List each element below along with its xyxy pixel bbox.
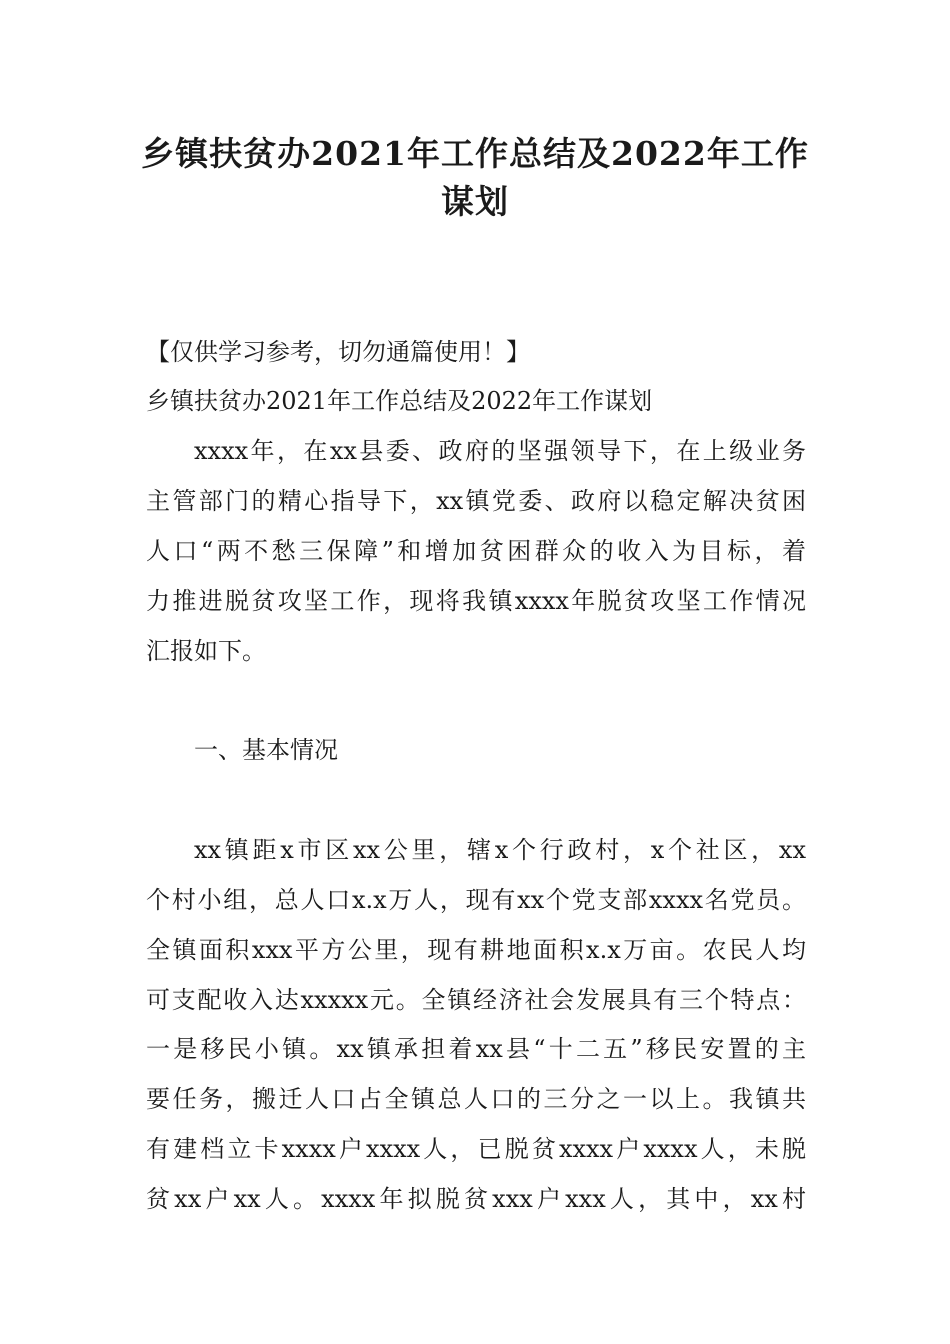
intro-paragraph-line: 汇报如下。	[146, 637, 266, 665]
section-paragraph-line: 全镇面积xxx平方公里，现有耕地面积x.x万亩。农民人均	[146, 936, 806, 964]
section-paragraph-line: 个村小组，总人口x.x万人，现有xx个党支部xxxx名党员。	[146, 886, 806, 914]
section-paragraph-line: xx镇距x市区xx公里，辖x个行政村，x个社区，xx	[194, 836, 806, 864]
section-paragraph-line: 一是移民小镇。xx镇承担着xx县“十二五”移民安置的主	[146, 1035, 806, 1063]
intro-paragraph-line: xxxx年，在xx县委、政府的坚强领导下，在上级业务	[194, 437, 806, 465]
usage-notice: 【仅供学习参考，切勿通篇使用！】	[146, 338, 530, 366]
intro-paragraph-line: 人口“两不愁三保障”和增加贫困群众的收入为目标，着	[146, 537, 806, 565]
section-paragraph-line: 可支配收入达xxxxx元。全镇经济社会发展具有三个特点：	[146, 986, 806, 1014]
document-title-line-1: 乡镇扶贫办2021年工作总结及2022年工作	[141, 134, 809, 173]
section-paragraph-line: 有建档立卡xxxx户xxxx人，已脱贫xxxx户xxxx人，未脱	[146, 1135, 806, 1163]
section-paragraph-line: 要任务，搬迁人口占全镇总人口的三分之一以上。我镇共	[146, 1085, 806, 1113]
intro-paragraph-line: 力推进脱贫攻坚工作，现将我镇xxxx年脱贫攻坚工作情况	[146, 587, 806, 615]
document-subtitle: 乡镇扶贫办2021年工作总结及2022年工作谋划	[146, 387, 653, 415]
section-heading-basic-situation: 一、基本情况	[194, 736, 338, 764]
section-paragraph-line: 贫xx户xx人。xxxx年拟脱贫xxx户xxx人，其中，xx村	[146, 1185, 806, 1213]
intro-paragraph-line: 主管部门的精心指导下，xx镇党委、政府以稳定解决贫困	[146, 487, 806, 515]
document-title-line-2: 谋划	[441, 182, 509, 221]
